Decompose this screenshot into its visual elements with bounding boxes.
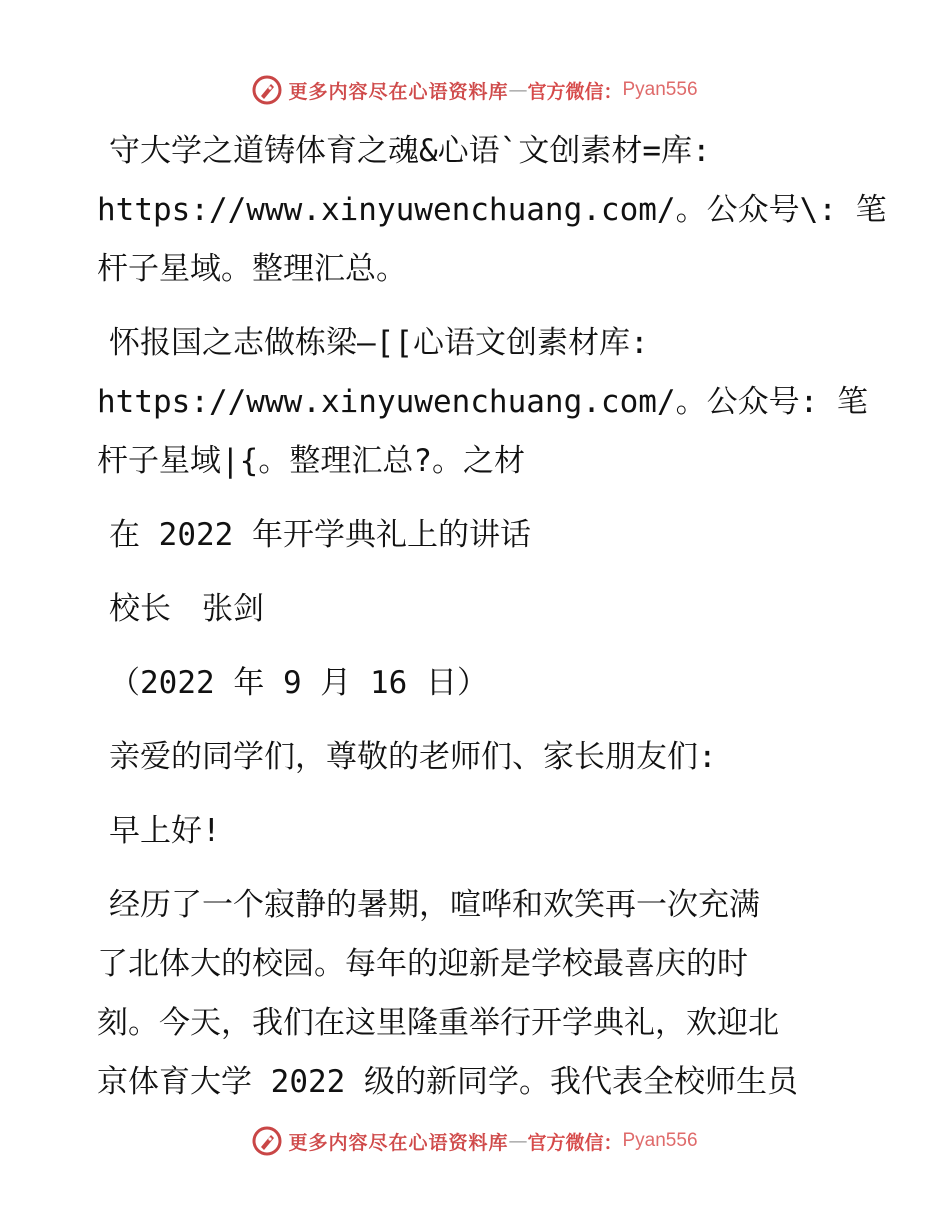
speech-title: [97, 506, 857, 565]
banner-separator: —: [508, 79, 528, 101]
speaker-text: 校长 张剑: [109, 591, 264, 627]
speaker-line: [97, 580, 857, 639]
banner-brand-text: 更多内容尽在心语资料库: [288, 1131, 509, 1154]
body-paragraph-line-3: 刻。今天，我们在这里隆重举行开学典礼，欢迎北: [97, 1005, 779, 1041]
speech-title-text: 在 2022 年开学典礼上的讲话: [109, 517, 531, 553]
banner-official-label: 官方微信：: [527, 1131, 623, 1154]
banner-official-label: 官方微信：: [527, 80, 623, 103]
paragraph-1-line-3: 杆子星域。整理汇总。: [97, 251, 407, 287]
body-paragraph-line-2: 了北体大的校园。每年的迎新是学校最喜庆的时: [97, 946, 748, 982]
date-text: （2022 年 9 月 16 日）: [109, 665, 488, 701]
body-paragraph-line-1: 经历了一个寂静的暑期，喧哗和欢笑再一次充满: [109, 887, 760, 923]
paragraph-2-line-3: 杆子星域|{。整理汇总?。之材: [97, 443, 525, 479]
banner-separator: —: [508, 1130, 528, 1152]
paragraph-1-line-2: https://www.xinyuwenchuang.com/。公众号\: 笔: [97, 192, 887, 228]
paragraph-2-line-1: 怀报国之志做栋梁—[[心语文创素材库:: [109, 325, 649, 361]
pen-nib-icon: [252, 1126, 282, 1156]
banner-wechat-id: Pyan556: [622, 79, 698, 100]
header-banner: [0, 70, 950, 110]
date-line: [97, 654, 857, 713]
footer-banner: [0, 1121, 950, 1161]
paragraph-1-line-1: 守大学之道铸体育之魂&心语`文创素材=库:: [109, 133, 711, 169]
body-paragraph-line-4: 京体育大学 2022 级的新同学。我代表全校师生员: [97, 1064, 798, 1100]
greeting: [97, 802, 857, 861]
document-page: [97, 122, 887, 1127]
paragraph-2: [97, 314, 868, 491]
pen-nib-icon: [252, 75, 282, 105]
body-paragraph: [97, 876, 857, 1112]
paragraph-2-line-2: https://www.xinyuwenchuang.com/。公众号: 笔: [97, 384, 868, 420]
paragraph-1: [97, 122, 887, 299]
greeting-text: 早上好!: [109, 813, 221, 849]
banner-brand-text: 更多内容尽在心语资料库: [288, 80, 509, 103]
salutation: [97, 728, 857, 787]
banner-wechat-id: Pyan556: [622, 1130, 698, 1151]
salutation-text: 亲爱的同学们，尊敬的老师们、家长朋友们:: [109, 739, 717, 775]
